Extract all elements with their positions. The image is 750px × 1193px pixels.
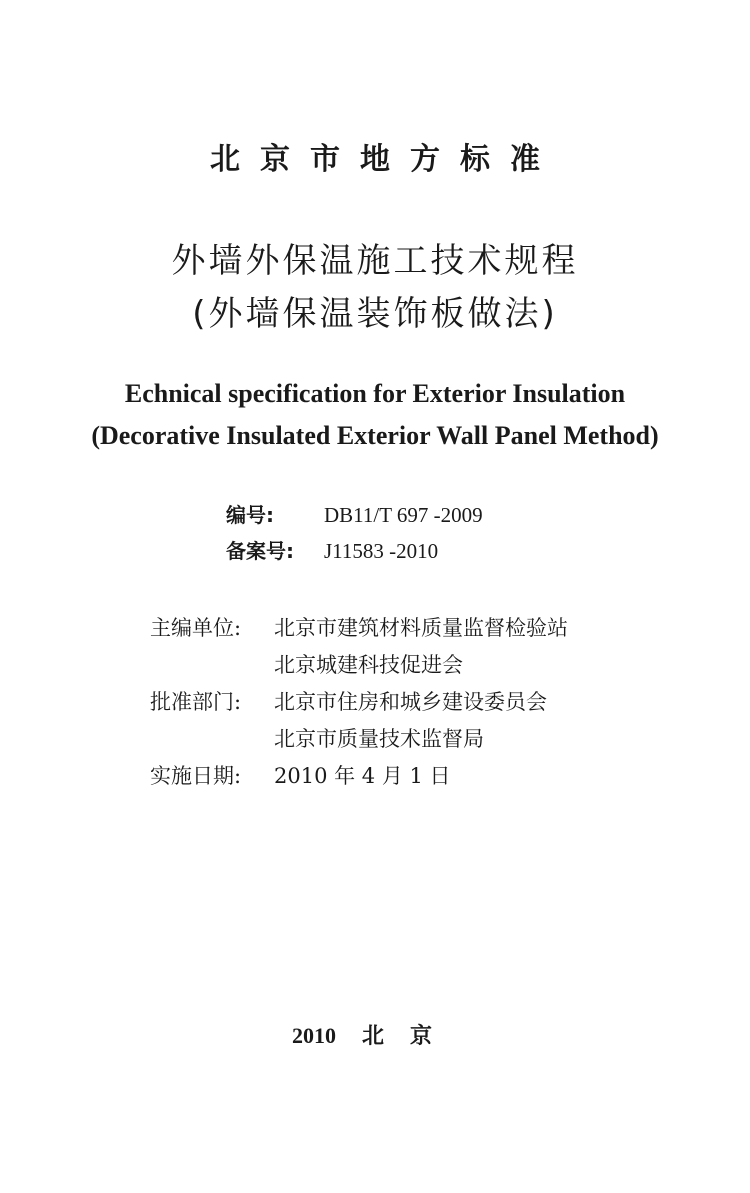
record-number-label: 备案号: — [226, 539, 294, 563]
standard-number-label: 编号: — [226, 503, 274, 527]
editor-value-2: 北京城建科技促进会 — [274, 653, 463, 677]
english-title-line1: Echnical specification for Exterior Insulation — [124, 379, 626, 408]
effective-date-value: 2010 年 4 月 1 日 — [274, 764, 451, 788]
editor-row-2 — [150, 650, 463, 680]
record-number-value: J11583 -2010 — [324, 539, 439, 563]
publication-city: 北京 — [361, 1024, 458, 1049]
publication-footer — [0, 1021, 750, 1052]
approver-row-2 — [150, 724, 484, 754]
english-title-line2: (Decorative Insulated Exterior Wall Panel Method) — [91, 421, 659, 450]
approver-label: 批准部门: — [150, 690, 242, 714]
approver-value-1: 北京市住房和城乡建设委员会 — [274, 690, 547, 714]
chinese-title-line1: 外墙外保温施工技术规程 — [171, 241, 579, 281]
chinese-title-line2: (外墙保温装饰板做法) — [192, 294, 558, 334]
approver-row-1 — [150, 687, 547, 717]
record-number-row — [226, 537, 438, 565]
standard-type-heading: 北京市地方标准 — [210, 142, 560, 177]
editor-row-1 — [150, 613, 568, 643]
approver-value-2: 北京市质量技术监督局 — [274, 727, 484, 751]
editor-label: 主编单位: — [150, 616, 242, 640]
effective-date-row — [150, 761, 451, 791]
standard-number-row — [226, 501, 483, 529]
effective-date-label: 实施日期: — [150, 764, 242, 788]
editor-value-1: 北京市建筑材料质量监督检验站 — [274, 616, 568, 640]
standard-number-value: DB11/T 697 -2009 — [324, 503, 483, 527]
publication-year: 2010 — [291, 1023, 336, 1048]
